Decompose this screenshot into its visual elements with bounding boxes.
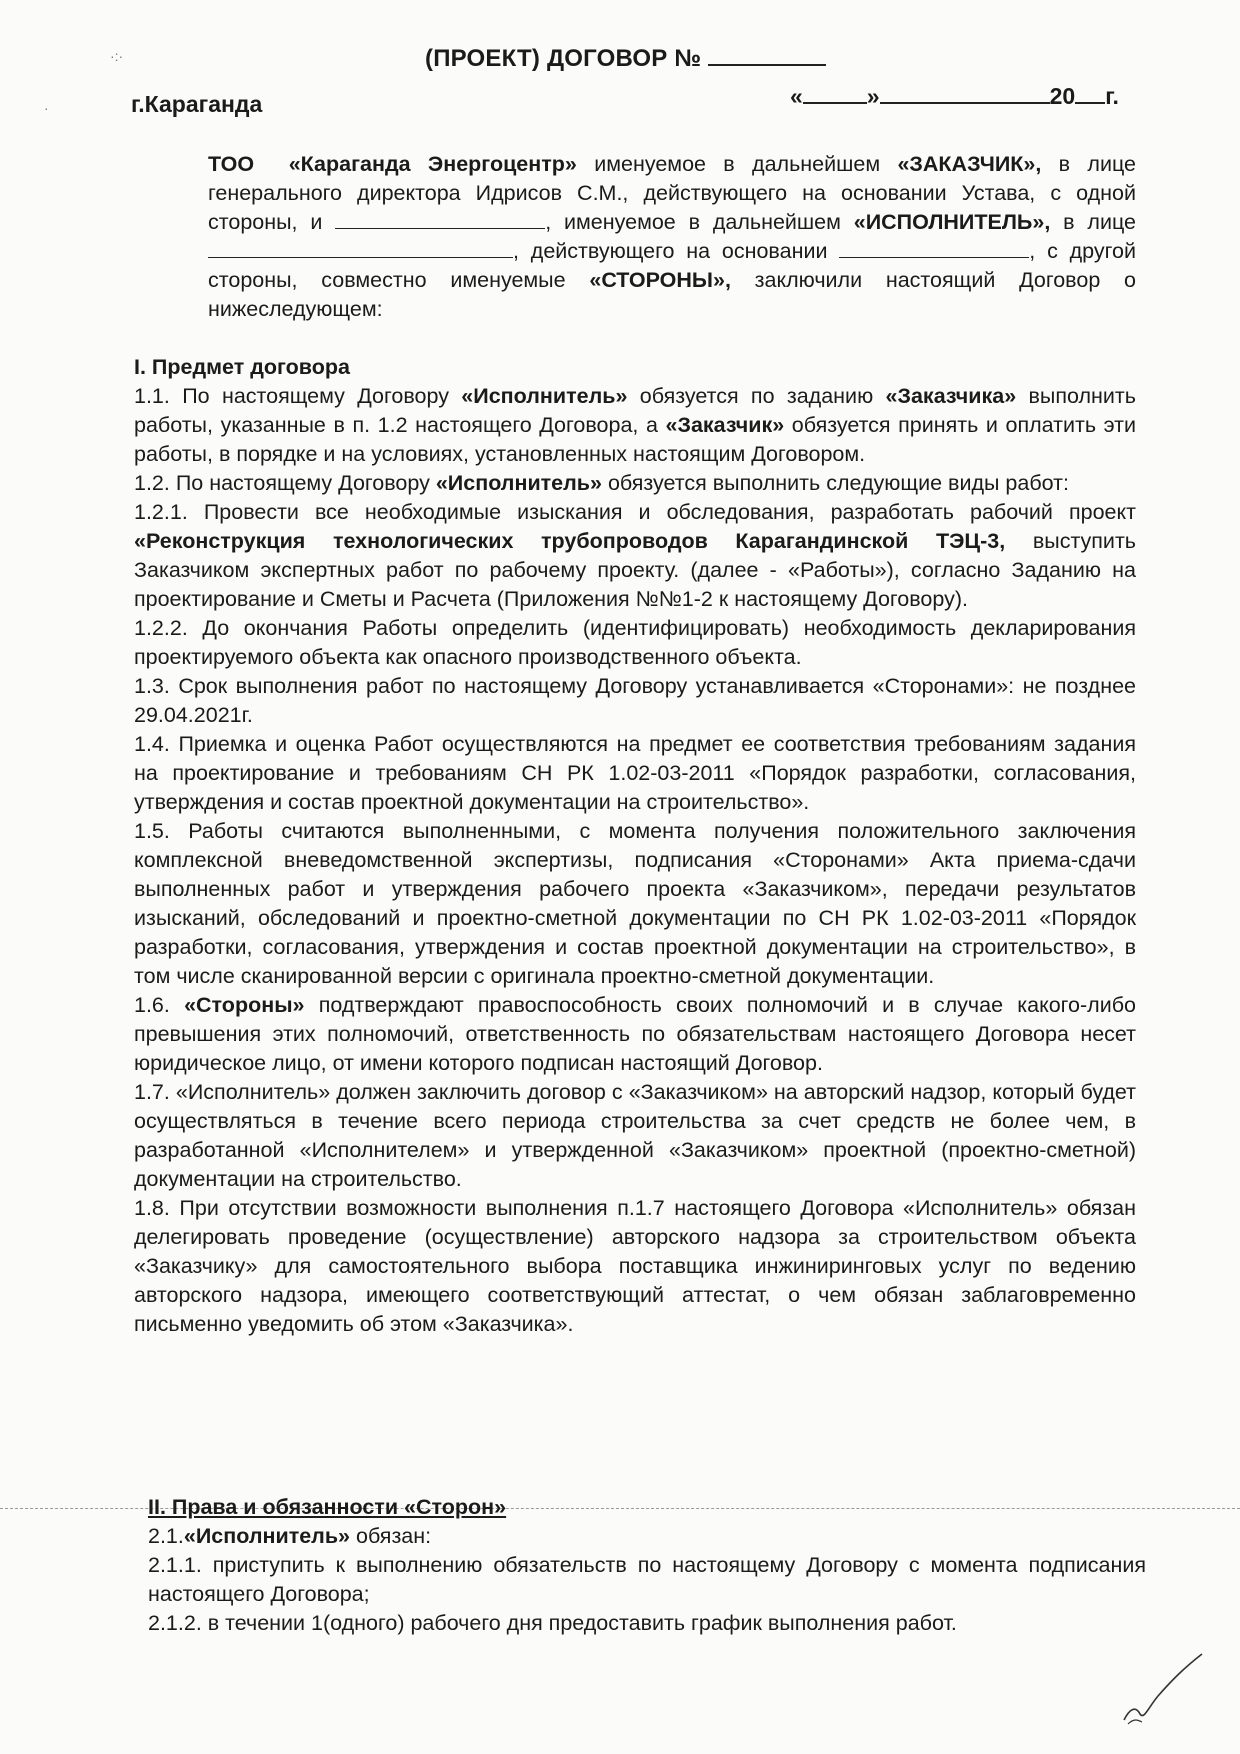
clause-term: «Стороны» (184, 993, 305, 1017)
preamble-text: именуемое в дальнейшем (594, 152, 881, 176)
preamble-paragraph (134, 150, 1136, 324)
scan-speck: ·:· (110, 48, 124, 64)
project-name: «Реконструкция технологических трубопроводов Карагандинской ТЭЦ-3, (134, 529, 1006, 553)
section-2 (148, 1493, 1146, 1638)
clause-1-2-2: 1.2.2. До окончания Работы определить (идентифицировать) необходимость декларирования проектируемого объекта как опасного производственного объекта. (134, 616, 1136, 669)
clause-term: «Исполнитель» (461, 384, 628, 408)
representative-blank (208, 238, 513, 258)
clause-term: «Заказчик» (665, 413, 785, 437)
clause-1-4: 1.4. Приемка и оценка Работ осуществляются на предмет ее соответствия требованиям задания на проектирование и требованиям СН РК 1.02-03-2011 «Порядок разработки, согласования, утверждения и состав проектной документации на строительство». (134, 732, 1136, 814)
clause-text: выполнить работы, указанные в п. 1.2 настоящего Договора, а (134, 384, 1136, 437)
basis-blank (839, 238, 1029, 258)
initials-mark (1118, 1648, 1208, 1728)
clause-1-7: 1.7. «Исполнитель» должен заключить договор с «Заказчиком» на авторский надзор, который будет осуществляться в течение всего периода строительства за счет средств не более чем, в разработанной «Исполнителем» и утвержденной «Заказчиком» проектной (проектно-сметной) документации на строительство. (134, 1080, 1136, 1191)
clause-text: 1.6. (134, 993, 170, 1017)
contract-body (134, 150, 1136, 1339)
contractor-name-blank (335, 209, 545, 229)
clause-text: выступить Заказчиком экспертных работ по рабочему проекту. (далее - «Работы»), согласно Заданию на проектирование и Сметы и Расчета (Приложения №№1-2 к настоящему Договору). (134, 529, 1136, 611)
clause-text: 1.1. По настоящему Договору (134, 384, 449, 408)
clause-term: «Исполнитель» (435, 471, 602, 495)
clause-2-1 (148, 1522, 1146, 1551)
preamble-text: , с другой стороны, совместно именуемые (208, 239, 1136, 292)
contract-title (425, 44, 826, 73)
clause-term: «Заказчика» (885, 384, 1017, 408)
clause-1-5: 1.5. Работы считаются выполненными, с момента получения положительного заключения комплексной вневедомственной экспертизы, подписания «Сторонами» Акта приема-сдачи выполненных работ и утверждения рабочего проекта «Заказчиком», передачи результатов изысканий, обследований и проектно-сметной документации по СН РК 1.02-03-2011 «Порядок разработки, согласования, утверждения и состав проектной документации на строительство», в том числе сканированной версии с оригинала проектно-сметной документации. (134, 819, 1136, 988)
preamble-text: , именуемое в дальнейшем (545, 210, 841, 234)
clause-text: 1.2.1. Провести все необходимые изыскания и обследования, разработать рабочий проект (134, 500, 1136, 524)
clause-2-1-1: 2.1.1. приступить к выполнению обязательств по настоящему Договору с момента подписания настоящего Договора; (148, 1553, 1146, 1606)
clause-1-2 (134, 469, 1136, 498)
preamble-text: в лице генерального директора Идрисов С.М., действующего на основании Устава, с одной стороны, и (208, 152, 1136, 234)
clause-text: 1.2. По настоящему Договору (134, 471, 430, 495)
section-2-heading: II. Права и обязанности «Сторон» (148, 1495, 507, 1519)
scan-speck: · (44, 100, 49, 116)
contract-city: г.Караганда (131, 91, 263, 117)
month-blank (880, 84, 1050, 104)
contract-title-text: (ПРОЕКТ) ДОГОВОР № (425, 45, 702, 72)
clause-1-6 (134, 991, 1136, 1078)
date-quote-open: « (790, 83, 803, 109)
year-blank (1075, 84, 1105, 104)
clause-1-8: 1.8. При отсутствии возможности выполнения п.1.7 настоящего Договора «Исполнитель» обязан делегировать проведение (осуществление) авторского надзора за строительством объекта «Заказчику» для самостоятельного выбора поставщика инжиниринговых услуг по ведению авторского надзора, имеющего соответствующий аттестат, о чем обязан заблаговременно письменно уведомить об этом «Заказчика». (134, 1196, 1136, 1336)
contract-date (790, 83, 1119, 110)
clause-2-1-2: 2.1.2. в течении 1(одного) рабочего дня предоставить график выполнения работ. (148, 1611, 957, 1635)
date-quote-close: » (866, 83, 880, 109)
clause-text: обязуется выполнить следующие виды работ: (607, 471, 1069, 495)
company-form: ТОО (208, 152, 255, 176)
clause-1-1 (134, 382, 1136, 469)
section-1-heading: I. Предмет договора (134, 355, 350, 379)
clause-1-3: 1.3. Срок выполнения работ по настоящему Договору устанавливается «Сторонами»: не позднее 29.04.2021г. (134, 674, 1136, 727)
contract-number-blank (708, 44, 826, 66)
clause-text: обязан: (356, 1524, 432, 1548)
year-prefix: 20 (1049, 83, 1076, 109)
preamble-text: , действующего на основании (513, 239, 828, 263)
clause-text: подтверждают правоспособность своих полномочий и в случае какого-либо превышения этих полномочий, ответственность по обязательствам настоящего Договора несет юридическое лицо, от имени которого подписан настоящий Договор. (134, 993, 1136, 1075)
preamble-text: в лице (1063, 210, 1136, 234)
parties-role: «СТОРОНЫ», (589, 268, 731, 292)
clause-text: обязуется принять и оплатить эти работы, в порядке и на условиях, установленных настоящим Договором. (134, 413, 1136, 466)
preamble-text: заключили настоящий Договор о нижеследующем: (208, 268, 1136, 321)
contractor-role: «ИСПОЛНИТЕЛЬ», (853, 210, 1051, 234)
customer-role: «ЗАКАЗЧИК», (897, 152, 1042, 176)
clause-text: 2.1. (148, 1524, 184, 1548)
year-suffix: г. (1105, 83, 1119, 109)
clause-term: «Исполнитель» (183, 1524, 351, 1548)
day-blank (803, 84, 867, 104)
clause-text: обязуется по заданию (639, 384, 874, 408)
clause-1-2-1 (134, 498, 1136, 614)
customer-name: «Караганда Энергоцентр» (288, 152, 577, 176)
